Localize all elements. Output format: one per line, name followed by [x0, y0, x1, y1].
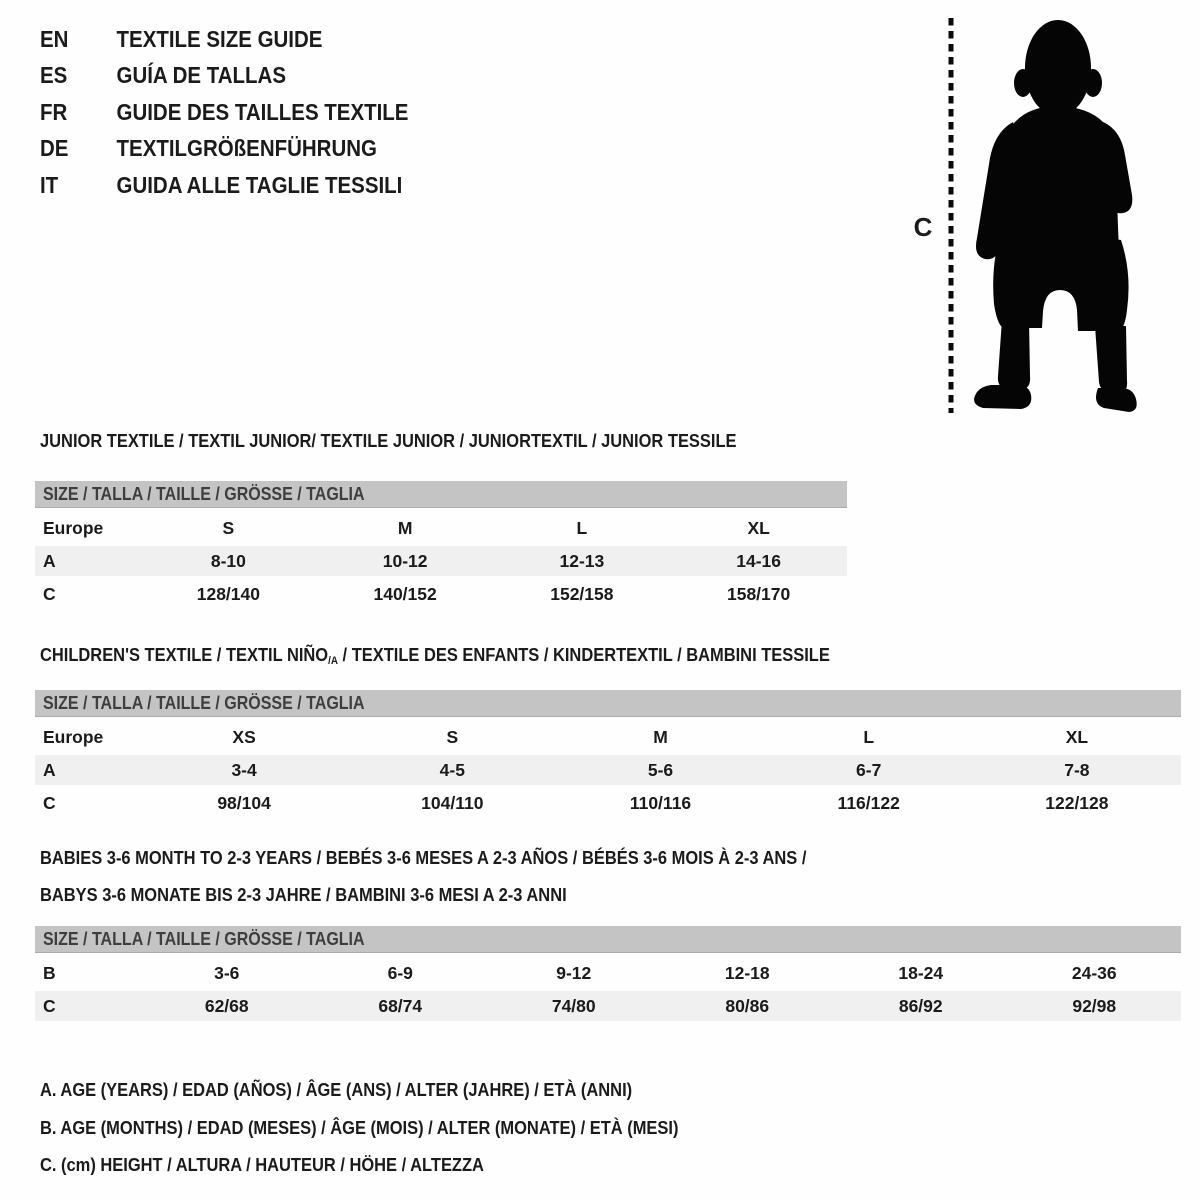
height-cell: 80/86 — [725, 995, 770, 1016]
children-size-label-row — [35, 722, 1181, 752]
legend-age-months: B. AGE (MONTHS) / EDAD (MESES) / ÂGE (MOIS) / ALTER (MONATE) / ETÀ (MESI) — [40, 1116, 679, 1138]
height-cell: 128/140 — [196, 583, 260, 604]
size-cell: L — [576, 517, 588, 538]
children-height-row — [35, 788, 1181, 818]
babies-size-table — [35, 926, 1181, 1024]
guide-title-en: TEXTILE SIZE GUIDE — [116, 25, 323, 52]
height-measure-label: C — [913, 212, 933, 242]
size-cell: M — [653, 726, 668, 747]
language-code: EN — [40, 25, 69, 52]
height-cell: 140/152 — [373, 583, 437, 604]
children-age-row — [35, 755, 1181, 785]
height-cell: 104/110 — [421, 792, 484, 813]
size-cell: XL — [1065, 726, 1089, 747]
size-header-bar: SIZE / TALLA / TAILLE / GRÖSSE / TAGLIA — [35, 481, 847, 508]
size-header-bar: SIZE / TALLA / TAILLE / GRÖSSE / TAGLIA — [35, 926, 1181, 953]
babies-height-row — [35, 991, 1181, 1021]
language-code: IT — [40, 171, 59, 198]
language-row-en — [40, 21, 454, 58]
height-cell: 122/128 — [1045, 792, 1109, 813]
age-cell: 14-16 — [736, 550, 781, 571]
junior-size-label-row — [35, 513, 847, 543]
row-key: A — [43, 759, 56, 780]
age-cell: 4-5 — [439, 759, 465, 780]
guide-title-fr: GUIDE DES TAILLES TEXTILE — [116, 98, 409, 125]
language-row-es — [40, 58, 454, 95]
junior-age-row — [35, 546, 847, 576]
guide-title-it: GUIDA ALLE TAGLIE TESSILI — [116, 171, 403, 198]
row-key: C — [43, 792, 56, 813]
language-code: ES — [40, 62, 68, 89]
legend-height-cm: C. (cm) HEIGHT / ALTURA / HAUTEUR / HÖHE / ALTEZZA — [40, 1154, 484, 1175]
age-cell: 3-6 — [214, 962, 240, 983]
age-cell: 12-18 — [724, 962, 770, 983]
junior-height-row — [35, 579, 847, 609]
toddler-body-shape — [974, 20, 1137, 412]
height-cell: 158/170 — [726, 583, 791, 604]
size-cell: XL — [747, 517, 770, 538]
guide-title-de: TEXTILGRÖßENFÜHRUNG — [116, 135, 377, 162]
row-key: B — [43, 962, 56, 983]
region-label: Europe — [43, 726, 104, 747]
language-code: FR — [40, 98, 68, 125]
height-cell: 98/104 — [217, 792, 271, 813]
children-title-prefix: CHILDREN'S TEXTILE / TEXTIL NIÑO — [40, 644, 329, 665]
babies-age-months-row — [35, 958, 1181, 988]
age-cell: 7-8 — [1064, 759, 1090, 780]
height-cell: 62/68 — [204, 995, 249, 1016]
language-row-de — [40, 131, 454, 168]
size-cell: XS — [232, 726, 256, 747]
language-title-list — [40, 21, 454, 204]
height-cell: 74/80 — [551, 995, 596, 1016]
age-cell: 6-7 — [856, 759, 882, 780]
row-key: A — [43, 550, 56, 571]
children-title-sub: /A — [328, 655, 338, 668]
babies-section-title-line1: BABIES 3-6 MONTH TO 2-3 YEARS / BEBÉS 3-6 MESES A 2-3 AÑOS / BÉBÉS 3-6 MOIS À 2-3 ANS / — [40, 847, 807, 868]
toddler-silhouette-icon — [905, 10, 1155, 425]
junior-section-title: JUNIOR TEXTILE / TEXTIL JUNIOR/ TEXTILE JUNIOR / JUNIORTEXTIL / JUNIOR TESSILE — [40, 430, 737, 451]
height-cell: 92/98 — [1072, 995, 1117, 1016]
size-cell: L — [863, 726, 875, 747]
size-header-bar: SIZE / TALLA / TAILLE / GRÖSSE / TAGLIA — [35, 690, 1181, 717]
age-cell: 12-13 — [559, 550, 605, 571]
height-cell: 86/92 — [898, 995, 943, 1016]
age-cell: 3-4 — [231, 759, 257, 780]
children-title-suffix: / TEXTILE DES ENFANTS / KINDERTEXTIL / BAMBINI TESSILE — [337, 644, 830, 665]
row-key: C — [43, 583, 56, 604]
age-cell: 6-9 — [387, 962, 413, 983]
size-cell: S — [446, 726, 459, 747]
age-cell: 5-6 — [647, 759, 674, 780]
size-cell: M — [397, 517, 413, 538]
guide-title-es: GUÍA DE TALLAS — [116, 62, 286, 89]
height-cell: 116/122 — [837, 792, 900, 813]
legend-footnotes — [40, 1071, 757, 1184]
size-cell: S — [222, 517, 235, 538]
junior-size-table — [35, 481, 847, 612]
legend-age-years: A. AGE (YEARS) / EDAD (AÑOS) / ÂGE (ANS) / ALTER (JAHRE) / ETÀ (ANNI) — [40, 1079, 633, 1100]
age-cell: 8-10 — [210, 550, 246, 571]
height-cell: 152/158 — [550, 583, 614, 604]
age-cell: 9-12 — [556, 962, 592, 983]
language-row-it — [40, 167, 454, 204]
height-cell: 110/116 — [629, 792, 692, 813]
region-label: Europe — [43, 517, 104, 538]
age-cell: 24-36 — [1071, 962, 1117, 983]
height-cell: 68/74 — [378, 995, 423, 1016]
age-cell: 10-12 — [382, 550, 428, 571]
children-section-title — [40, 644, 927, 667]
children-size-table — [35, 690, 1181, 821]
babies-section-title-line2: BABYS 3-6 MONATE BIS 2-3 JAHRE / BAMBINI 3-6 MESI A 2-3 ANNI — [40, 884, 567, 905]
row-key: C — [43, 995, 56, 1016]
language-row-fr — [40, 94, 454, 131]
language-code: DE — [40, 135, 69, 162]
age-cell: 18-24 — [898, 962, 944, 983]
